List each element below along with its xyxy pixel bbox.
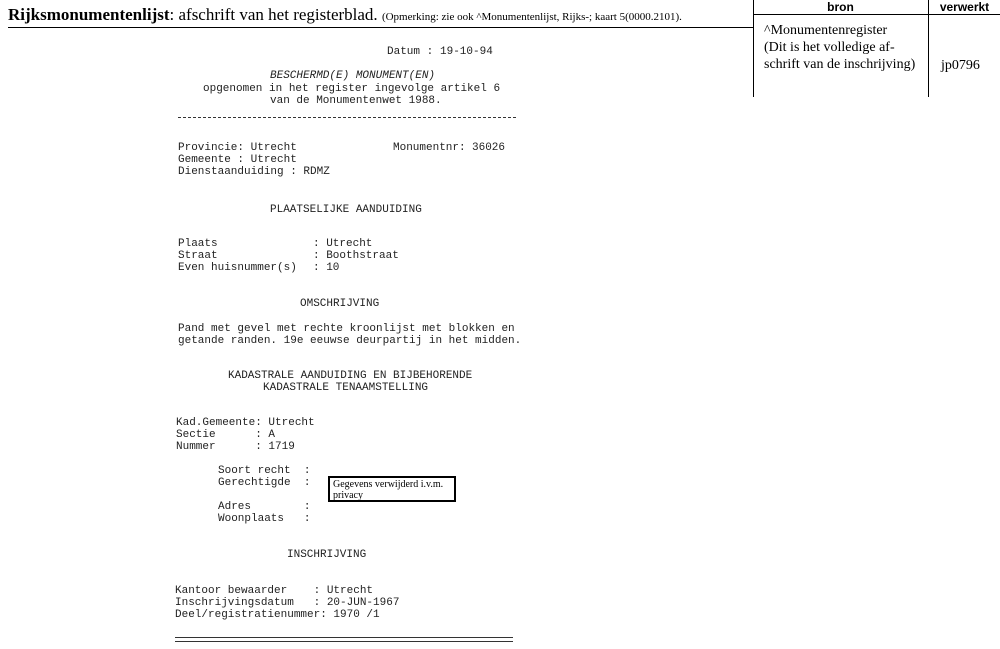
straat-value: : Boothstraat	[313, 250, 399, 262]
table-header-rule	[753, 14, 1000, 15]
gemeente: Gemeente : Utrecht	[178, 154, 297, 166]
bron-line: (Dit is het volledige af-	[764, 40, 895, 55]
datum-value: 19-10-94	[440, 46, 493, 58]
kantoor-bewaarder: Kantoor bewaarder : Utrecht	[175, 585, 374, 597]
woonplaats: Woonplaats :	[218, 513, 311, 525]
column-header-bron: bron	[827, 0, 854, 14]
soort-recht: Soort recht :	[218, 465, 311, 477]
deel-registratienummer: Deel/registratienummer: 1970 /1	[175, 609, 380, 621]
kadastrale-heading-2: KADASTRALE TENAAMSTELLING	[263, 382, 429, 394]
adres: Adres :	[218, 501, 311, 513]
privacy-redaction-box: Gegevens verwijderd i.v.m. privacy	[328, 476, 456, 502]
gerechtigde: Gerechtigde :	[218, 477, 311, 489]
omschrijving-heading: OMSCHRIJVING	[300, 298, 380, 310]
title-bold: Rijksmonumentenlijst	[8, 5, 170, 24]
title-note: (Opmerking: zie ook ^Monumentenlijst, Rijks-; kaart 5(0000.2101).	[381, 11, 682, 23]
double-divider	[175, 637, 513, 642]
omschrijving-line-1: Pand met gevel met rechte kroonlijst met blokken en	[178, 323, 515, 335]
beschermd-heading: BESCHERMD(E) MONUMENT(EN)	[270, 70, 436, 82]
monumentnr-value: 36026	[472, 142, 506, 154]
bron-line: schrift van de inschrijving)	[764, 57, 916, 72]
bron-line: ^Monumentenregister	[764, 23, 888, 38]
plaats-value: : Utrecht	[313, 238, 373, 250]
header-rule	[8, 27, 754, 28]
sectie: Sectie : A	[176, 429, 276, 441]
column-header-verwerkt: verwerkt	[939, 0, 990, 14]
opgenomen-line-1: opgenomen in het register ingevolge artikel 6	[203, 83, 501, 95]
straat-label: Straat	[178, 250, 218, 262]
huisnummer-value: : 10	[313, 262, 340, 274]
kad-gemeente: Kad.Gemeente: Utrecht	[176, 417, 315, 429]
inschrijving-heading: INSCHRIJVING	[287, 549, 367, 561]
omschrijving-line-2: getande randen. 19e eeuwse deurpartij in het midden.	[178, 335, 522, 347]
kadastrale-heading-1: KADASTRALE AANDUIDING EN BIJBEHORENDE	[228, 370, 473, 382]
opgenomen-line-2: van de Monumentenwet 1988.	[270, 95, 442, 107]
plaats-label: Plaats	[178, 238, 218, 250]
plaatselijke-heading: PLAATSELIJKE AANDUIDING	[270, 204, 422, 216]
title-rest: : afschrift van het registerblad.	[169, 5, 378, 24]
nummer: Nummer : 1719	[176, 441, 295, 453]
provincie: Provincie: Utrecht	[178, 142, 297, 154]
verwerkt-cell: jp0796	[941, 58, 980, 73]
huisnummer-label: Even huisnummer(s)	[178, 262, 297, 274]
bron-cell	[764, 22, 930, 73]
inschrijvingsdatum: Inschrijvingsdatum : 20-JUN-1967	[175, 597, 400, 609]
dashed-divider	[178, 117, 516, 118]
datum-label: Datum :	[387, 46, 434, 58]
dienstaanduiding: Dienstaanduiding : RDMZ	[178, 166, 330, 178]
monumentnr-label: Monumentnr:	[393, 142, 466, 154]
page-title	[8, 5, 682, 25]
